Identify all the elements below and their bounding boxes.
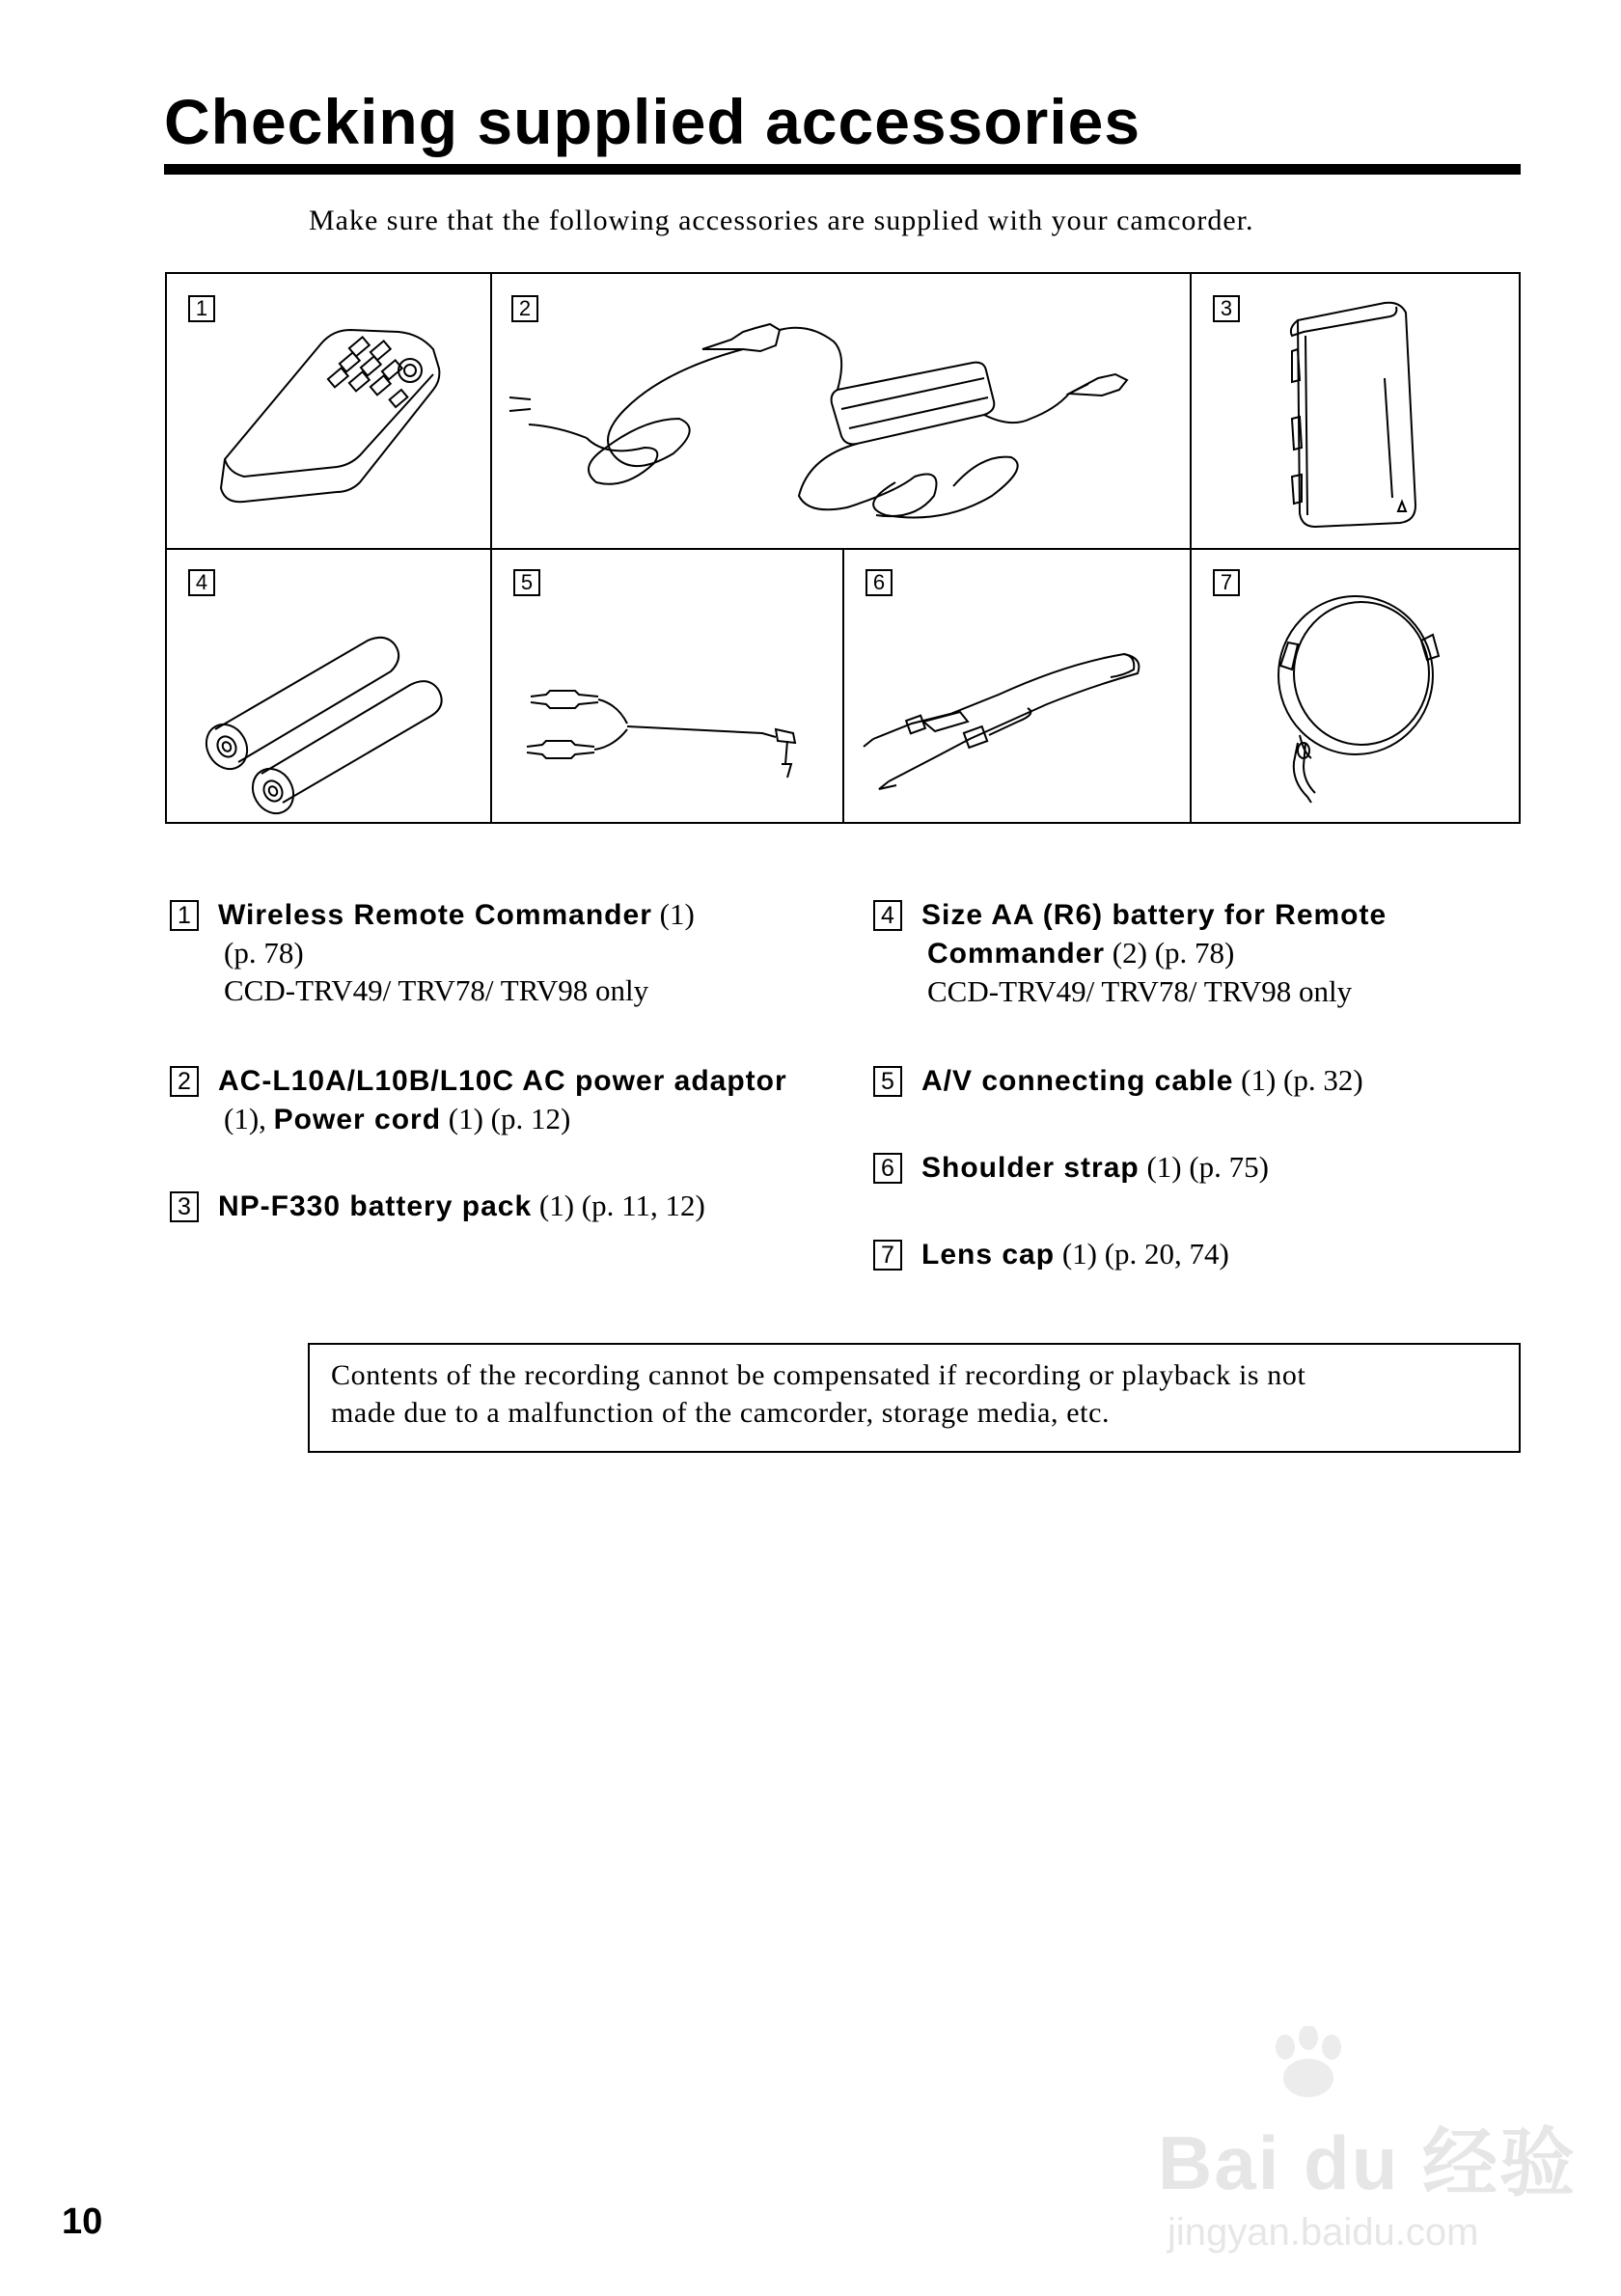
item-number: 1 — [170, 900, 199, 931]
item-page-ref: (1) (p. 12) — [441, 1102, 571, 1135]
list-item — [873, 1061, 1363, 1100]
remote-commander-icon — [167, 274, 490, 548]
list-item — [873, 1235, 1229, 1273]
item-name-secondary: Power cord — [273, 1104, 442, 1135]
cell-lens-cap — [1192, 550, 1519, 822]
cell-number: 2 — [511, 295, 538, 322]
note-box — [308, 1343, 1521, 1453]
item-qty: (1) — [659, 897, 695, 931]
watermark-logo: Bai du 经验 — [1158, 2120, 1578, 2205]
item-number: 3 — [170, 1191, 199, 1222]
item-number: 7 — [873, 1240, 902, 1271]
item-qty: (1) (p. 75) — [1146, 1150, 1269, 1184]
item-name: Shoulder strap — [921, 1152, 1140, 1184]
item-qty: (1) (p. 20, 74) — [1061, 1237, 1229, 1271]
note-line: made due to a malfunction of the camcorder, storage media, etc. — [331, 1397, 1111, 1429]
page-title: Checking supplied accessories — [164, 86, 1141, 157]
cell-battery-pack — [1192, 274, 1519, 548]
item-name: Lens cap — [921, 1239, 1056, 1271]
item-name-cont: Commander — [927, 938, 1106, 970]
item-qty: (1) (p. 11, 12) — [538, 1189, 705, 1222]
cell-ac-adaptor — [490, 274, 1190, 548]
cell-av-cable — [492, 550, 842, 822]
av-cable-icon — [492, 550, 842, 822]
lens-cap-icon — [1192, 550, 1519, 822]
cell-remote — [167, 274, 490, 548]
item-name: Size AA (R6) battery for Remote — [921, 899, 1387, 931]
item-name: NP-F330 battery pack — [218, 1190, 533, 1222]
item-page-ref: (p. 78) — [224, 936, 304, 970]
cell-number: 7 — [1213, 569, 1240, 596]
aa-batteries-icon — [167, 550, 490, 822]
cell-number: 3 — [1213, 295, 1240, 322]
cell-number: 1 — [188, 295, 215, 322]
intro-text: Make sure that the following accessories are supplied with your camcorder. — [309, 205, 1254, 236]
item-models: CCD-TRV49/ TRV78/ TRV98 only — [927, 974, 1353, 1008]
item-name: A/V connecting cable — [921, 1065, 1234, 1097]
list-item — [170, 895, 695, 1009]
ac-adaptor-icon — [490, 274, 1190, 548]
item-number: 2 — [170, 1066, 199, 1097]
item-name: Wireless Remote Commander — [218, 899, 652, 931]
item-qty: (2) (p. 78) — [1112, 936, 1235, 970]
cell-number: 5 — [513, 569, 540, 596]
cell-number: 6 — [865, 569, 893, 596]
cell-number: 4 — [188, 569, 215, 596]
cell-shoulder-strap — [844, 550, 1190, 822]
page-number: 10 — [62, 2201, 103, 2242]
accessories-grid — [165, 272, 1521, 824]
cell-aa-batteries — [167, 550, 490, 822]
item-name: AC-L10A/L10B/L10C AC power adaptor — [218, 1065, 787, 1097]
list-item — [170, 1187, 705, 1225]
item-number: 4 — [873, 900, 902, 931]
title-rule — [164, 164, 1521, 175]
list-item — [873, 895, 1387, 1010]
list-item — [873, 1148, 1269, 1187]
item-qty: (1) (p. 32) — [1241, 1063, 1363, 1097]
paw-watermark-icon — [1264, 2026, 1351, 2103]
item-qty: (1), — [224, 1102, 274, 1135]
note-line: Contents of the recording cannot be compensated if recording or playback is not — [331, 1359, 1306, 1391]
list-item — [170, 1061, 787, 1138]
item-number: 6 — [873, 1153, 902, 1184]
item-models: CCD-TRV49/ TRV78/ TRV98 only — [224, 973, 649, 1007]
item-number: 5 — [873, 1066, 902, 1097]
watermark-url: jingyan.baidu.com — [1168, 2211, 1479, 2254]
battery-pack-icon — [1192, 274, 1519, 548]
shoulder-strap-icon — [844, 550, 1190, 822]
